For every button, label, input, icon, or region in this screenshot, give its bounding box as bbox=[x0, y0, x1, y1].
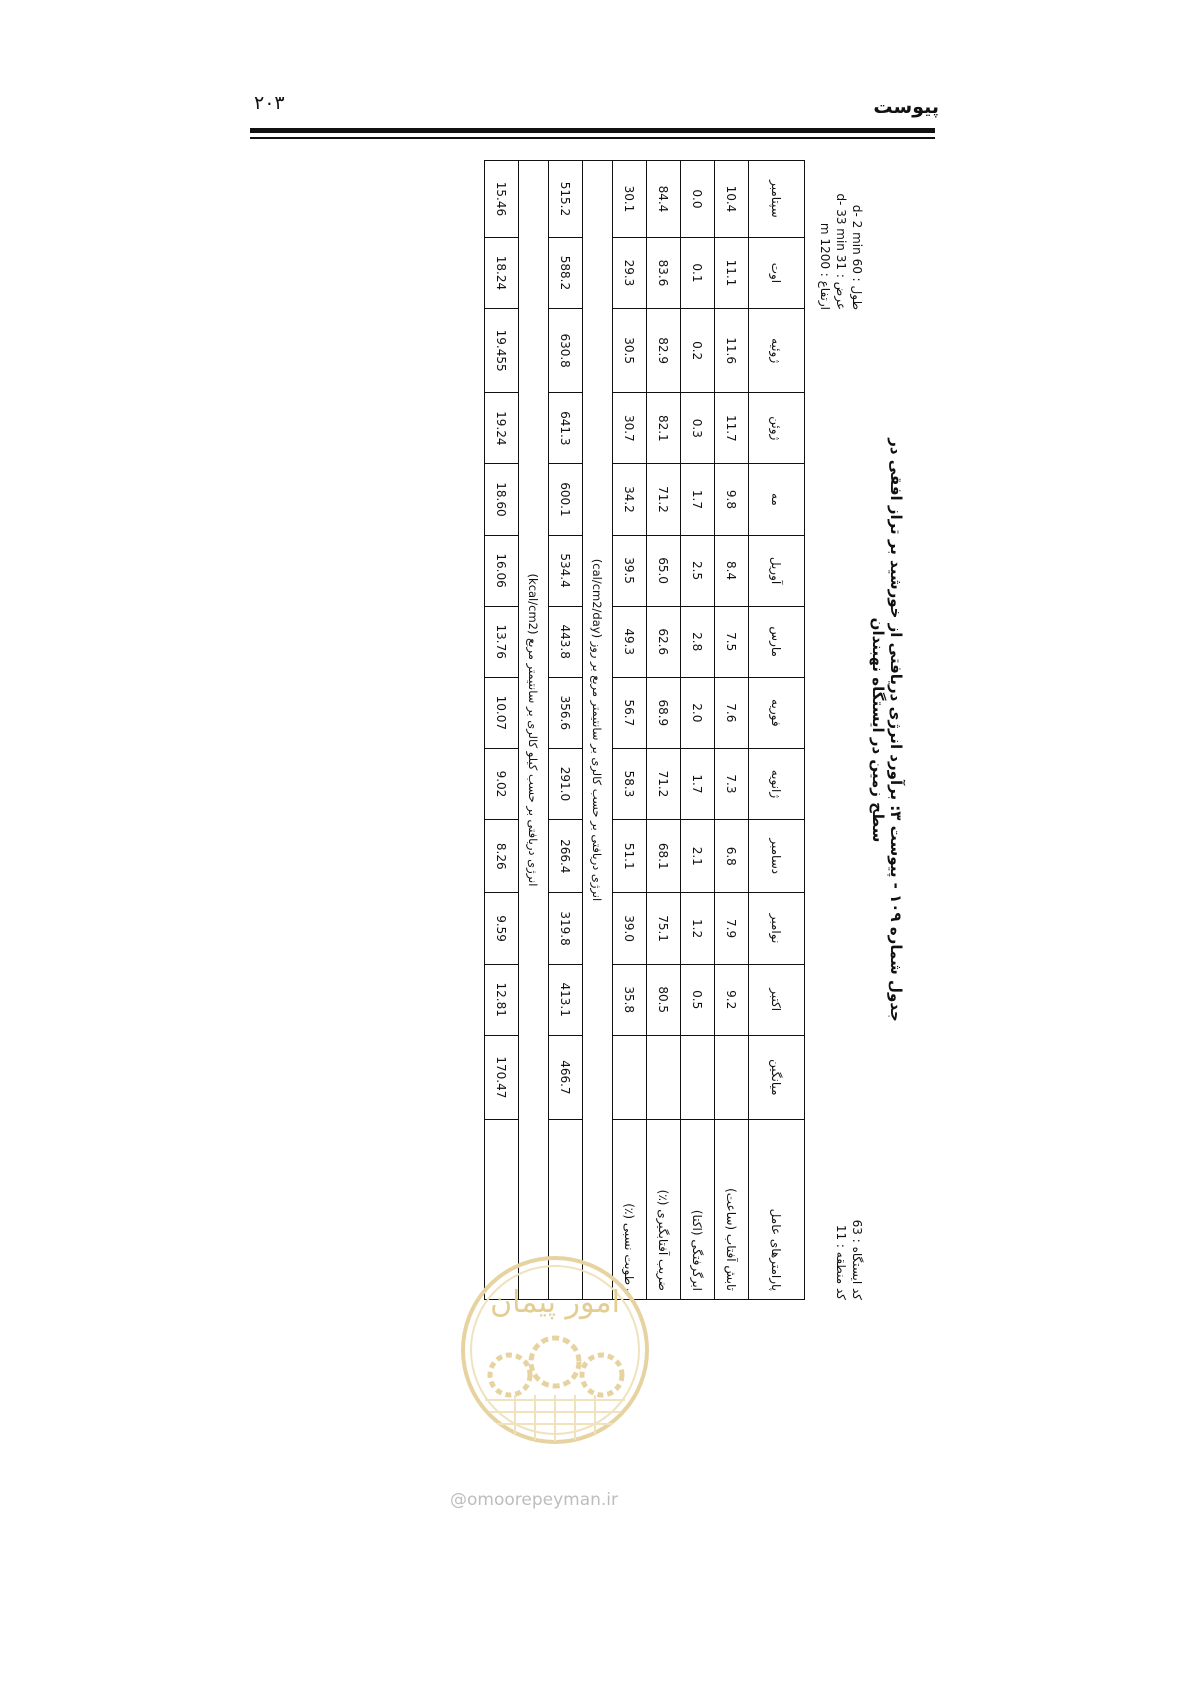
value-cell: 7.6 bbox=[715, 677, 749, 748]
value-cell: 0.1 bbox=[681, 237, 715, 308]
mean-cell bbox=[647, 1035, 681, 1119]
mean-cell: 466.7 bbox=[549, 1035, 583, 1119]
column-header-month: ژوئیه bbox=[749, 308, 805, 392]
energy-cal-row bbox=[549, 161, 583, 1300]
column-header-month: فوریه bbox=[749, 677, 805, 748]
value-cell: 30.5 bbox=[613, 308, 647, 392]
value-cell: 0.2 bbox=[681, 308, 715, 392]
value-cell: 534.4 bbox=[549, 535, 583, 606]
value-cell: 56.7 bbox=[613, 677, 647, 748]
value-cell: 9.02 bbox=[485, 748, 519, 819]
value-cell: 11.7 bbox=[715, 393, 749, 464]
watermark-logo bbox=[455, 1250, 655, 1450]
value-cell: 630.8 bbox=[549, 308, 583, 392]
value-cell: 7.3 bbox=[715, 748, 749, 819]
mean-cell bbox=[681, 1035, 715, 1119]
station-code: کد ایستگاه : 63 bbox=[850, 1219, 864, 1300]
parameter-cell: تابش آفتاب (ساعت) bbox=[715, 1120, 749, 1300]
value-cell: 588.2 bbox=[549, 237, 583, 308]
mean-cell bbox=[715, 1035, 749, 1119]
value-cell: 0.0 bbox=[681, 161, 715, 238]
column-header-parameters: پارامترهای عامل bbox=[749, 1120, 805, 1300]
parameter-cell: ابرگرفتگی (اکتا) bbox=[681, 1120, 715, 1300]
solar-energy-table bbox=[484, 160, 805, 1300]
value-cell: 30.1 bbox=[613, 161, 647, 238]
value-cell: 39.5 bbox=[613, 535, 647, 606]
value-cell: 6.8 bbox=[715, 820, 749, 893]
value-cell: 19.24 bbox=[485, 393, 519, 464]
energy-kcal-label-row bbox=[519, 161, 549, 1300]
column-header-month: نوامبر bbox=[749, 893, 805, 964]
column-header-month: ژوئن bbox=[749, 393, 805, 464]
longitude: طول : 60 d- 2 min bbox=[850, 204, 864, 310]
value-cell: 8.4 bbox=[715, 535, 749, 606]
value-cell: 58.3 bbox=[613, 748, 647, 819]
value-cell: 19.455 bbox=[485, 308, 519, 392]
value-cell: 515.2 bbox=[549, 161, 583, 238]
value-cell: 13.76 bbox=[485, 606, 519, 677]
value-cell: 1.7 bbox=[681, 748, 715, 819]
value-cell: 34.2 bbox=[613, 464, 647, 535]
header-row bbox=[749, 161, 805, 1300]
value-cell: 82.9 bbox=[647, 308, 681, 392]
value-cell: 49.3 bbox=[613, 606, 647, 677]
value-cell: 11.1 bbox=[715, 237, 749, 308]
value-cell: 68.9 bbox=[647, 677, 681, 748]
column-header-month: مه bbox=[749, 464, 805, 535]
energy-kcal-label: انرژی دریافتی بر حسب کیلو کالری بر سانتیمتر مربع (kcal/cm2) bbox=[519, 161, 549, 1300]
value-cell: 9.8 bbox=[715, 464, 749, 535]
value-cell: 18.24 bbox=[485, 237, 519, 308]
energy-kcal-row bbox=[485, 161, 519, 1300]
value-cell: 35.8 bbox=[613, 964, 647, 1035]
value-cell: 15.46 bbox=[485, 161, 519, 238]
value-cell: 82.1 bbox=[647, 393, 681, 464]
value-cell: 84.4 bbox=[647, 161, 681, 238]
column-header-mean: میانگین bbox=[749, 1035, 805, 1119]
value-cell: 10.4 bbox=[715, 161, 749, 238]
value-cell: 12.81 bbox=[485, 964, 519, 1035]
header-rule-thin bbox=[250, 137, 935, 139]
section-title: پیوست bbox=[873, 96, 939, 118]
latitude: عرض : 31 d- 33 min bbox=[834, 193, 848, 310]
column-header-month: آوریل bbox=[749, 535, 805, 606]
station-codes bbox=[833, 1160, 865, 1300]
value-cell: 1.7 bbox=[681, 464, 715, 535]
value-cell: 7.5 bbox=[715, 606, 749, 677]
value-cell: 83.6 bbox=[647, 237, 681, 308]
altitude: ارتفاع : 1200 m bbox=[818, 222, 832, 310]
mean-cell bbox=[613, 1035, 647, 1119]
value-cell: 0.5 bbox=[681, 964, 715, 1035]
table-title: جدول شماره ۱۰۹ - پیوست ۳: برآورد انرژی دریافتی از خورشید بر تراز افقی در سطح زمین در ایستگاه نهبندان bbox=[869, 438, 905, 1022]
value-cell: 18.60 bbox=[485, 464, 519, 535]
value-cell: 0.3 bbox=[681, 393, 715, 464]
table-row bbox=[647, 161, 681, 1300]
value-cell: 1.2 bbox=[681, 893, 715, 964]
value-cell: 80.5 bbox=[647, 964, 681, 1035]
column-header-month: مارس bbox=[749, 606, 805, 677]
value-cell: 600.1 bbox=[549, 464, 583, 535]
column-header-month: اکتبر bbox=[749, 964, 805, 1035]
table-row bbox=[715, 161, 749, 1300]
watermark-logo-text: امور پیمان bbox=[490, 1285, 620, 1320]
value-cell: 2.1 bbox=[681, 820, 715, 893]
value-cell: 9.59 bbox=[485, 893, 519, 964]
header-rule-thick bbox=[250, 128, 935, 133]
value-cell: 7.9 bbox=[715, 893, 749, 964]
value-cell: 2.5 bbox=[681, 535, 715, 606]
value-cell: 51.1 bbox=[613, 820, 647, 893]
value-cell: 319.8 bbox=[549, 893, 583, 964]
value-cell: 71.2 bbox=[647, 464, 681, 535]
value-cell: 443.8 bbox=[549, 606, 583, 677]
energy-cal-label: انرژی دریافتی بر حسب کالری بر سانتیمتر مربع بر روز (cal/cm2/day) bbox=[583, 161, 613, 1300]
station-location bbox=[817, 160, 865, 310]
mean-cell: 170.47 bbox=[485, 1035, 519, 1119]
value-cell: 16.06 bbox=[485, 535, 519, 606]
column-header-month: سپتامبر bbox=[749, 161, 805, 238]
value-cell: 2.8 bbox=[681, 606, 715, 677]
value-cell: 11.6 bbox=[715, 308, 749, 392]
value-cell: 413.1 bbox=[549, 964, 583, 1035]
watermark-url: @omoorepeyman.ir bbox=[450, 1490, 619, 1510]
value-cell: 2.0 bbox=[681, 677, 715, 748]
value-cell: 356.6 bbox=[549, 677, 583, 748]
table-row bbox=[681, 161, 715, 1300]
parameter-cell: ضریب آفتابگیری (٪) bbox=[647, 1120, 681, 1300]
value-cell: 29.3 bbox=[613, 237, 647, 308]
region-code: کد منطقه : 11 bbox=[834, 1224, 848, 1300]
value-cell: 266.4 bbox=[549, 820, 583, 893]
column-header-month: ژانویه bbox=[749, 748, 805, 819]
table-row bbox=[613, 161, 647, 1300]
value-cell: 75.1 bbox=[647, 893, 681, 964]
value-cell: 39.0 bbox=[613, 893, 647, 964]
value-cell: 9.2 bbox=[715, 964, 749, 1035]
value-cell: 8.26 bbox=[485, 820, 519, 893]
page-number: ۲۰۳ bbox=[254, 92, 285, 114]
rotated-table-block bbox=[345, 160, 905, 1300]
value-cell: 291.0 bbox=[549, 748, 583, 819]
value-cell: 65.0 bbox=[647, 535, 681, 606]
value-cell: 62.6 bbox=[647, 606, 681, 677]
energy-cal-label-row bbox=[583, 161, 613, 1300]
parameter-cell: رطوبت نسبی (٪) bbox=[613, 1120, 647, 1300]
value-cell: 68.1 bbox=[647, 820, 681, 893]
value-cell: 641.3 bbox=[549, 393, 583, 464]
value-cell: 71.2 bbox=[647, 748, 681, 819]
column-header-month: اوت bbox=[749, 237, 805, 308]
column-header-month: دسامبر bbox=[749, 820, 805, 893]
value-cell: 10.07 bbox=[485, 677, 519, 748]
value-cell: 30.7 bbox=[613, 393, 647, 464]
